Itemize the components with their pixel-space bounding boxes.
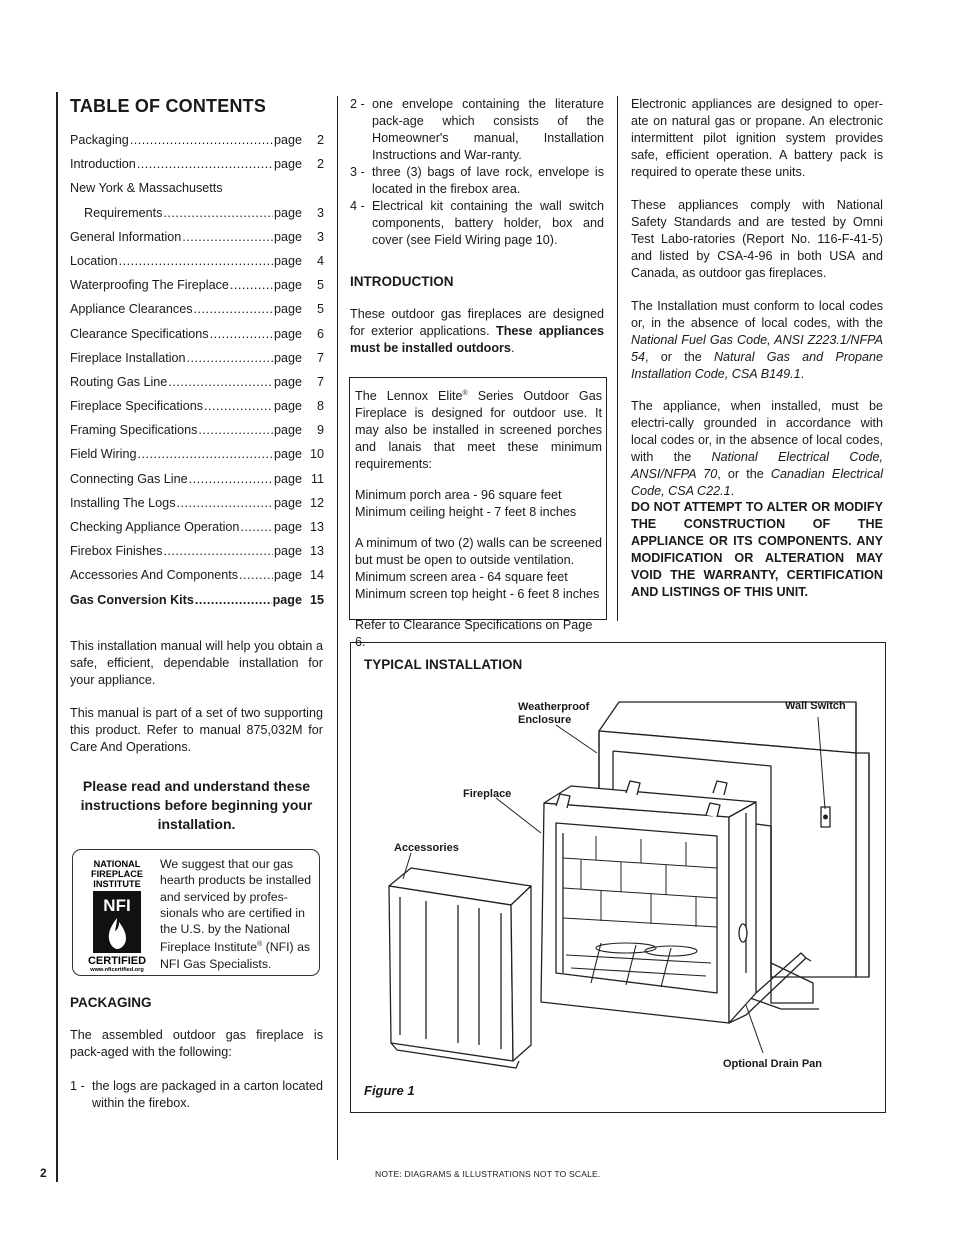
toc-entry: [70, 351, 324, 375]
toc-entry-label: Waterproofing The Fireplace: [70, 278, 229, 293]
toc-leader-dots: [163, 206, 273, 220]
column-divider-2: [617, 96, 618, 621]
nfi-logo-url: www.nficertified.org: [90, 967, 144, 972]
toc-entry-label: Fireplace Installation: [70, 350, 186, 365]
toc-leader-dots: [195, 593, 272, 607]
toc-leader-dots: [137, 157, 273, 171]
toc-leader-dots: [194, 302, 273, 316]
toc-entry-label: Introduction: [70, 157, 136, 172]
typical-installation-figure: [350, 642, 886, 1113]
intro-paragraph-1: This installation manual will help you obtain a safe, efficient, dependable installation for your appliance.: [70, 639, 323, 687]
toc-entry: [70, 254, 324, 278]
toc-leader-dots: [130, 133, 273, 147]
toc-leader-dots: [210, 327, 273, 341]
toc-entry: [70, 302, 324, 326]
toc-page-word: page: [272, 592, 302, 607]
figure-caption: Figure 1: [364, 1083, 415, 1098]
toc-title: TABLE OF CONTENTS: [70, 96, 267, 116]
nfi-certification-box: [72, 849, 320, 976]
toc-entry: [70, 181, 324, 205]
packaging-list-continued: [350, 96, 604, 249]
packaging-paragraph: The assembled outdoor gas fireplace is pack-aged with the following:: [70, 1028, 323, 1059]
nfi-certified-logo: [81, 856, 153, 972]
safety-standards-paragraph: These appliances comply with National Safety Standards and are tested by Omni Test Labo-ratories (Report No. 116-F-41-5) and listed by CSA-4-96 in both USA and Canada, as outdoor gas fireplaces.: [631, 198, 883, 280]
nfi-logo-line3: INSTITUTE: [93, 879, 141, 889]
toc-page-word: page: [273, 544, 302, 559]
toc-page-number: 7: [316, 350, 324, 365]
nfi-logo-line1: NATIONAL: [93, 859, 141, 869]
toc-entry-label: Gas Conversion Kits: [70, 592, 194, 607]
toc-entry: [70, 278, 324, 302]
nfi-logo-certified: CERTIFIED: [87, 955, 147, 967]
toc-entry: [70, 472, 324, 496]
fireplace-installation-diagram: [351, 643, 885, 1112]
toc-page-number: 10: [309, 447, 324, 462]
nfi-logo-mark: NFI: [103, 896, 131, 915]
toc-page-number: 13: [309, 520, 324, 534]
toc-page-word: page: [273, 205, 302, 220]
modification-warning: DO NOT ATTEMPT TO ALTER OR MODIFY THE CONSTRUCTION OF THE APPLIANCE OR ITS COMPONENTS. ANY MODIFICATION OR ALTERATION MAY VOID THE WARRANTY, CERTIFICATION AND LISTINGS OF THIS UNIT.: [631, 500, 883, 599]
min-ceiling-height: Minimum ceiling height - 7 feet 8 inches: [355, 505, 577, 520]
toc-leader-dots: [230, 278, 273, 292]
toc-leader-dots: [119, 254, 273, 268]
toc-page-word: page: [273, 471, 302, 486]
toc-entry: [70, 230, 324, 254]
toc-page-word: page: [273, 520, 302, 534]
label-fireplace: Fireplace: [463, 788, 512, 800]
toc-page-number: 7: [316, 374, 324, 389]
toc-entry: [70, 327, 324, 351]
toc-entry-label: Field Wiring: [70, 447, 137, 462]
toc-page-number: 4: [316, 253, 324, 268]
toc-leader-dots: [198, 423, 273, 437]
toc-page-number: 15: [309, 592, 324, 607]
toc-entry-label: Requirements: [84, 205, 163, 220]
packaging-item-2: 2 - one envelope containing the literature pack-age which consists of the Homeowner's manual, Installation Instructions and War-ranty.: [350, 97, 604, 162]
toc-entry-label: Packaging: [70, 133, 129, 147]
toc-page-word: page: [273, 447, 302, 462]
local-codes-paragraph: The Installation must conform to local codes or, in the absence of local codes, with the National Fuel Gas Code, ANSI Z223.1/NFPA 54, or the Natural Gas and Propane Installation Code, CSA B149.1.: [631, 299, 883, 381]
toc-page-number: 11: [310, 471, 324, 486]
screened-porch-requirements-box: The Lennox Elite® Series Outdoor Gas Fireplace is designed for outdoor use. It may also be installed in screened porches and lanais that meet these minimum requirements: Minimum porch area - 96 square feet Minimum ceiling height - 7 feet 8 inches A minimum of two (2) walls can be screened but must be open to outside ventilation. Minimum screen area - 64 square feet Minimum screen top height - 6 feet 8 inches Refer to Clearance Specifications on Page 6.: [349, 377, 607, 620]
toc-page-word: page: [273, 399, 302, 414]
toc-entry-label: Routing Gas Line: [70, 374, 168, 389]
nfi-suggestion-text: We suggest that our gas hearth products be installed and serviced by profes-sionals who are certified in the U.S. by the National Fireplace Institute® (NFI) as NFI Gas Specialists.: [160, 857, 312, 971]
toc-entry: [70, 206, 324, 230]
toc-page-word: page: [273, 133, 302, 147]
toc-entry-label: Appliance Clearances: [70, 302, 193, 317]
toc-page-number: 5: [316, 302, 324, 317]
introduction-paragraph: These outdoor gas fireplaces are designed for exterior applications. These appliances must be installed outdoors.: [350, 307, 604, 355]
packaging-item-3: 3 - three (3) bags of lave rock, envelope is located in the firebox area.: [350, 165, 604, 196]
toc-leader-dots: [204, 399, 273, 413]
toc-entry-label: Fireplace Specifications: [70, 399, 203, 414]
electrical-grounding-paragraph: The appliance, when installed, must be electri-cally grounded in accordance with local codes or, in the absence of local codes, with the National Electrical Code, ANSI/NFPA 70, or the Canadian Electrical Code, CSA C22.1.: [631, 399, 884, 498]
packaging-item-4: 4 - Electrical kit containing the wall switch components, battery holder, box and cover (see Field Wiring page 10).: [350, 199, 604, 247]
toc-page-word: page: [273, 326, 302, 341]
toc-entry: [70, 593, 324, 617]
toc-entry-label: Connecting Gas Line: [70, 471, 188, 486]
toc-page-number: 9: [316, 423, 324, 438]
toc-entry: [70, 544, 324, 568]
toc-entry: [70, 447, 324, 471]
toc-page-number: 6: [316, 326, 324, 341]
toc-page-word: page: [273, 229, 302, 244]
toc-entry: [70, 399, 324, 423]
table-of-contents: [70, 133, 324, 617]
toc-entry: [70, 496, 324, 520]
figure-title: TYPICAL INSTALLATION: [364, 657, 523, 672]
toc-page-word: page: [273, 253, 302, 268]
toc-page-number: 8: [316, 399, 324, 414]
toc-leader-dots: [137, 447, 272, 461]
toc-page-number: 12: [309, 495, 324, 510]
toc-page-number: 2: [316, 133, 324, 147]
toc-page-number: 3: [316, 229, 324, 244]
toc-page-word: page: [273, 350, 302, 365]
nfi-logo-line2: FIREPLACE: [90, 869, 144, 879]
toc-entry: [70, 157, 324, 181]
intro-paragraph-2: This manual is part of a set of two supporting this product. Refer to manual 875,032M for Care And Operations.: [70, 706, 323, 754]
packaging-item-1: 1 - the logs are packaged in a carton located within the firebox.: [70, 1079, 323, 1110]
clearance-reference: Refer to Clearance Specifications on Page 6.: [355, 618, 593, 650]
toc-entry: [70, 520, 324, 544]
column-divider-1: [337, 96, 338, 1160]
label-accessories: Accessories: [394, 842, 459, 854]
toc-leader-dots: [187, 351, 273, 365]
fireplace-drawing: [541, 781, 756, 1023]
toc-page-number: 5: [316, 278, 324, 293]
toc-page-word: page: [273, 568, 302, 583]
accessories-door-drawing: [389, 868, 531, 1068]
toc-entry-label: Firebox Finishes: [70, 544, 163, 559]
toc-leader-dots: [177, 496, 273, 510]
toc-page-word: page: [273, 157, 302, 172]
toc-leader-dots: [240, 520, 273, 534]
introduction-heading: INTRODUCTION: [350, 274, 454, 289]
toc-entry-label: Framing Specifications: [70, 423, 198, 438]
toc-page-word: page: [273, 278, 302, 293]
toc-entry-label: Installing The Logs: [70, 495, 176, 510]
toc-entry: [70, 423, 324, 447]
label-weatherproof-enclosure: Weatherproof Enclosure: [518, 701, 590, 726]
toc-entry-label: General Information: [70, 229, 182, 244]
toc-page-number: 13: [309, 544, 324, 559]
toc-entry-label: New York & Massachusetts: [70, 181, 223, 196]
toc-entry-label: Checking Appliance Operation: [70, 520, 240, 534]
read-instructions-notice: Please read and understand these instructions before beginning your installation.: [80, 778, 313, 832]
toc-entry: [70, 568, 324, 592]
toc-leader-dots: [168, 375, 273, 389]
toc-page-number: 3: [316, 205, 324, 220]
toc-leader-dots: [163, 544, 273, 558]
toc-page-word: page: [273, 495, 302, 510]
toc-leader-dots: [239, 568, 273, 582]
toc-page-word: page: [273, 302, 302, 317]
toc-page-word: page: [273, 374, 302, 389]
toc-leader-dots: [182, 230, 273, 244]
toc-entry-label: Clearance Specifications: [70, 326, 209, 341]
diagram-scale-note: NOTE: DIAGRAMS & ILLUSTRATIONS NOT TO SCALE.: [375, 1169, 601, 1179]
toc-page-number: 2: [316, 157, 324, 172]
electronic-appliances-paragraph: Electronic appliances are designed to oper-ate on natural gas or propane. An electronic intermittent pilot ignition system provides safe, efficient operation. A battery pack is required to operate these units.: [631, 97, 883, 179]
toc-entry: [70, 375, 324, 399]
page-number: 2: [40, 1166, 47, 1180]
min-screen-top-height: Minimum screen top height - 6 feet 8 inches: [355, 587, 600, 602]
packaging-heading: PACKAGING: [70, 995, 152, 1010]
label-wall-switch: Wall Switch: [785, 700, 846, 712]
toc-entry: [70, 133, 324, 157]
min-porch-area: Minimum porch area - 96 square feet: [355, 488, 562, 503]
min-screen-area: Minimum screen area - 64 square feet: [355, 570, 568, 585]
toc-leader-dots: [189, 472, 273, 486]
left-margin-rule: [56, 92, 58, 1182]
label-optional-drain-pan: Optional Drain Pan: [723, 1058, 823, 1070]
toc-entry-label: Location: [70, 253, 118, 268]
toc-page-word: page: [273, 423, 302, 438]
toc-page-number: 14: [309, 568, 324, 583]
toc-entry-label: Accessories And Components: [70, 568, 239, 583]
